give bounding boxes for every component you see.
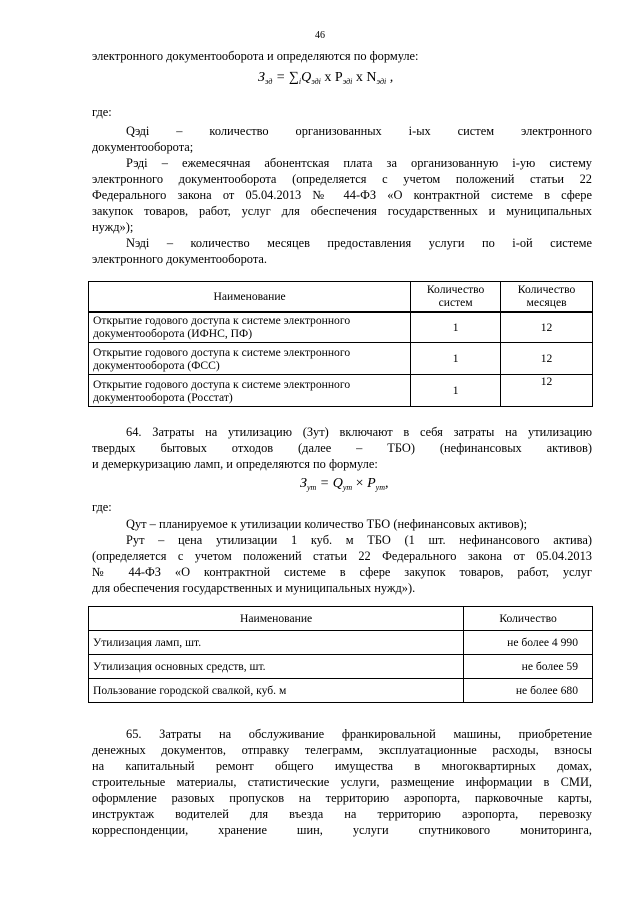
header-name: Наименование — [89, 282, 411, 312]
def-n-line1: Nэдi – количество месяцев предоставления услуги по i-ой системе — [126, 236, 592, 250]
def-p-line5: нужд»); — [92, 220, 134, 234]
p65-line: денежных документов, отправку телеграмм, эксплуатационные расходы, взносы — [92, 743, 592, 757]
header-name: Наименование — [89, 607, 464, 631]
p64-line2: твердых бытовых отходов (далее – ТБО) (нефинансовых активов) — [92, 441, 592, 455]
p64-def2-line2: (определяется с учетом положений статьи 22 Федерального закона от 05.04.2013 — [92, 549, 592, 563]
row-name: Утилизация основных средств, шт. — [89, 655, 464, 679]
p65-line: 65. Затраты на обслуживание франкировальной машины, приобретение — [126, 727, 592, 741]
p65-line: инструктаж водителей для въезда на территорию аэропорта, перевозку — [92, 807, 592, 821]
p64-line1: 64. Затраты на утилизацию (Зут) включают в себя затраты на утилизацию — [126, 425, 592, 439]
row-name: Открытие годового доступа к системе электронного документооборота (ФСС) — [89, 343, 411, 375]
table-row — [89, 375, 593, 407]
page-number: 46 — [315, 30, 325, 41]
def-p-line3: Федерального закона от 05.04.2013 № 44-ФЗ «О контрактной системе в сфере — [92, 188, 592, 202]
row-qty: не более 680 — [464, 679, 593, 703]
p64-def2-line1: Рут – цена утилизации 1 куб. м ТБО (1 шт. нефинансового актива) — [126, 533, 592, 547]
def-n-line2: электронного документооборота. — [92, 252, 267, 266]
header-systems: Количество систем — [411, 282, 501, 312]
row-name: Утилизация ламп, шт. — [89, 631, 464, 655]
row-qty: не более 4 990 — [464, 631, 593, 655]
row-qty: не более 59 — [464, 655, 593, 679]
p65-line: строительные материалы, статистические услуги, размещение информации в СМИ, — [92, 775, 592, 789]
row-months: 12 — [501, 312, 593, 343]
p64-def1: Qут – планируемое к утилизации количество ТБО (нефинансовых активов); — [126, 517, 528, 531]
row-months: 12 — [501, 375, 593, 407]
p65-line: корреспонденции, хранение шин, услуги спутникового мониторинга, — [92, 823, 592, 837]
edo-systems-table — [88, 281, 593, 407]
intro-line: электронного документооборота и определяются по формуле: — [92, 49, 419, 63]
row-name: Открытие годового доступа к системе электронного документооборота (Росстат) — [89, 375, 411, 407]
where-label-2: где: — [92, 500, 112, 514]
p64-line3: и демеркуризацию ламп, и определяются по формуле: — [92, 457, 378, 471]
p65-line: оформление разовых пропусков на территорию аэропорта, парковочные карты, — [92, 791, 592, 805]
table-row — [89, 343, 593, 375]
p64-def2-line4: для обеспечения государственных и муниципальных нужд»). — [92, 581, 416, 595]
row-months: 12 — [501, 343, 593, 375]
row-systems: 1 — [411, 375, 501, 407]
def-p-line1: Рэдi – ежемесячная абонентская плата за организованную i-ую систему — [126, 156, 592, 170]
def-p-line4: закупок товаров, работ, услуг для обеспечения государственных и муниципальных — [92, 204, 592, 218]
formula-edo: $З_{эд} = \sum_iQ_{эдi}$ x $P_{эдi}$ x $N_{эдi}$ , — [258, 70, 394, 86]
p65-line: на капитальный ремонт общего имущества в многоквартирных домах, — [92, 759, 592, 773]
table-header-row — [89, 282, 593, 312]
table-row — [89, 679, 593, 703]
table-row — [89, 631, 593, 655]
def-q-line1: Qэдi – количество организованных i-ых систем электронного — [126, 124, 592, 138]
def-q-line2: документооборота; — [92, 140, 194, 154]
table-header-row — [89, 607, 593, 631]
row-systems: 1 — [411, 343, 501, 375]
table-row — [89, 655, 593, 679]
p64-def2-line3: № 44-ФЗ «О контрактной системе в сфере закупок товаров, работ, услуг — [92, 565, 592, 579]
where-label: где: — [92, 105, 112, 119]
row-name: Пользование городской свалкой, куб. м — [89, 679, 464, 703]
header-qty: Количество — [464, 607, 593, 631]
row-systems: 1 — [411, 312, 501, 343]
formula-utilization: $З_{ут} = Q_{ут} \times P_{ут}$, — [300, 476, 389, 492]
utilization-table — [88, 606, 593, 703]
row-name: Открытие годового доступа к системе электронного документооборота (ИФНС, ПФ) — [89, 312, 411, 343]
def-p-line2: электронного документооборота (определяется с учетом положений статьи 22 — [92, 172, 592, 186]
header-months: Количество месяцев — [501, 282, 593, 312]
table-row — [89, 312, 593, 343]
